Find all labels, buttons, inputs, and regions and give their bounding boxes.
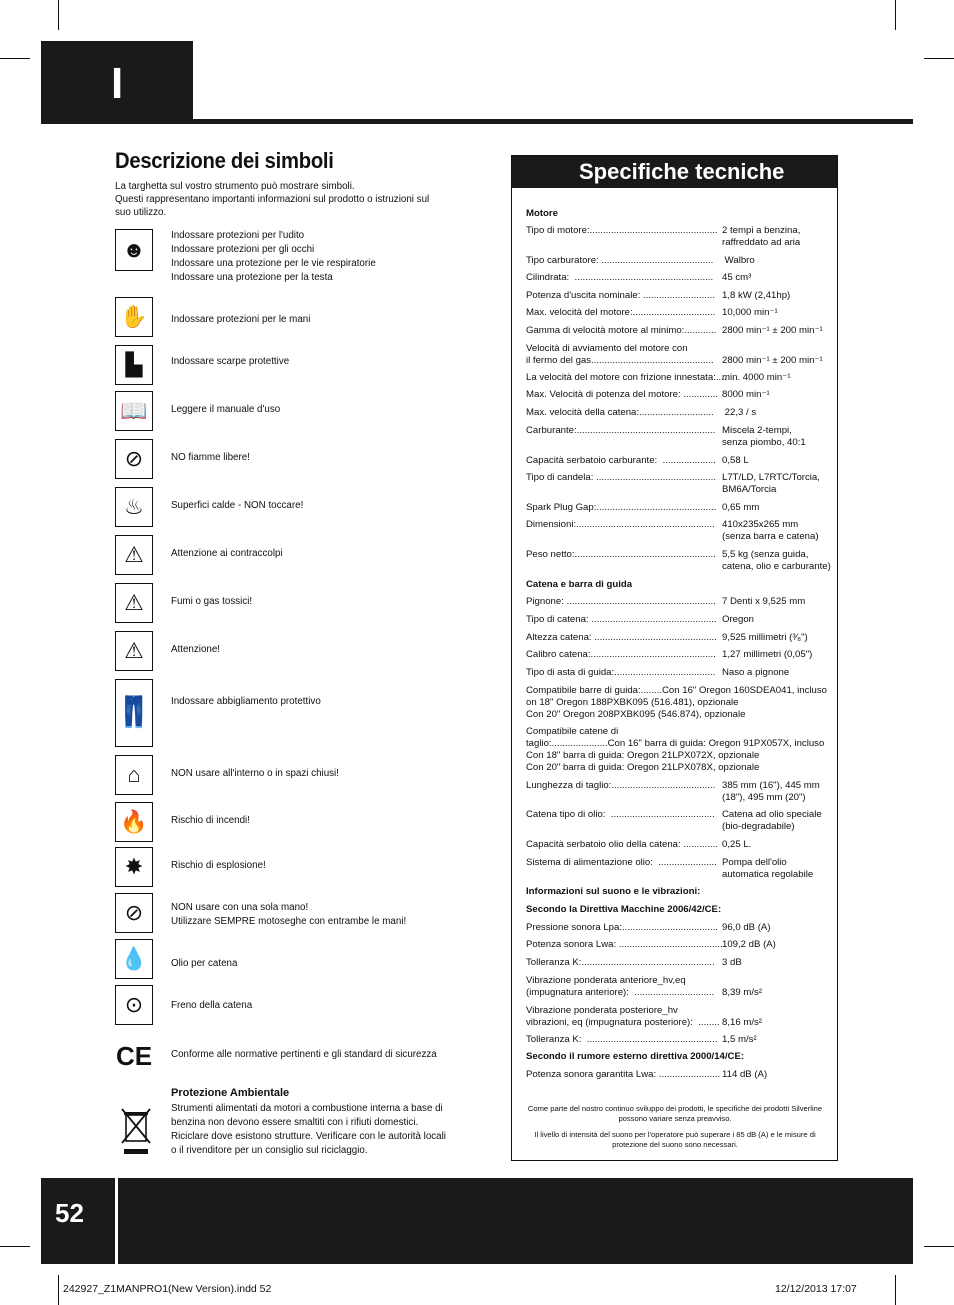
spec-row (526, 307, 838, 319)
page-number-divider (115, 1178, 118, 1264)
spec-row (526, 667, 838, 679)
crop-mark (58, 0, 59, 30)
symbol-text: Indossare protezioni per l'udito Indossare protezioni per gli occhi Indossare una protezione per le vie respiratorie Indossare una protezione per la testa (171, 230, 376, 283)
symbol-text: NO fiamme libere! (171, 452, 250, 463)
page-number-box (41, 1178, 115, 1264)
warning-icon: ⚠ (115, 631, 153, 671)
crop-mark (0, 58, 30, 59)
specs-section-heading: Motore (526, 208, 558, 219)
symbol-text: NON usare all'interno o in spazi chiusi! (171, 768, 339, 779)
spec-value: 1,8 kW (2,41hp) (722, 290, 791, 301)
spec-row (526, 290, 838, 302)
spec-label: Tipo carburatore: .......................................... (526, 255, 714, 266)
section-tab (41, 41, 193, 123)
protective-clothing-icon: 👖 (115, 679, 153, 747)
crop-mark (58, 1275, 59, 1305)
spec-row (526, 502, 838, 514)
spec-label: Tipo di catena: ............................................... (526, 614, 717, 625)
spec-label: Gamma di velocità motore al minimo:............ (526, 325, 717, 336)
spec-row (526, 225, 838, 248)
spec-value: 109,2 dB (A) (722, 939, 776, 950)
spec-row (526, 343, 838, 367)
spec-label: Velocità di avviamento del motore con il fermo del gas.............................................. (526, 343, 714, 366)
spec-value: 5,5 kg (senza guida, catena, olio e carburante) (722, 549, 831, 572)
symbols-intro: La targhetta sul vostro strumento può mostrare simboli. Questi rappresentano importanti informazioni sul prodotto o istruzioni sul suo utilizzo. (115, 181, 430, 218)
spec-value: 22,3 / s (722, 407, 757, 418)
spec-row (526, 425, 838, 448)
spec-row (526, 614, 838, 626)
specs-section-heading: Secondo la Direttiva Macchine 2006/42/CE: (526, 904, 722, 915)
spec-label: Potenza d'uscita nominale: ........................... (526, 290, 715, 301)
chain-oil-icon: 💧 (115, 939, 153, 979)
boots-icon: ▙ (115, 345, 153, 385)
environment-title: Protezione Ambientale (171, 1087, 290, 1099)
specs-panel (511, 155, 838, 1161)
spec-row (526, 596, 838, 608)
spec-value: Pompa dell'olio automatica regolabile (722, 857, 814, 880)
spec-compat-block: Compatibile catene di taglio:.....................Con 16" barra di guida: Oregon 91PX057X, incluso Con 18" barra di guida: Oregon 21LPX072X, opzionale Con 20" barra di guida: Oregon 21LPX078X, opzionale (526, 726, 825, 773)
spec-label: Catena tipo di olio: ....................................... (526, 809, 715, 820)
spec-value: 9,525 millimetri (³⁄₈") (722, 632, 808, 643)
symbol-text: Indossare protezioni per le mani (171, 314, 311, 325)
spec-row (526, 1069, 838, 1081)
spec-label: Tipo di candela: ............................................. (526, 472, 716, 483)
spec-row (526, 1034, 838, 1046)
footer-date: 12/12/2013 17:07 (775, 1283, 857, 1295)
spec-value: Walbro (722, 255, 755, 266)
no-flames-icon: ⊘ (115, 439, 153, 479)
spec-row (526, 857, 838, 880)
spec-label: Pressione sonora Lpa:.................................... (526, 922, 718, 933)
read-manual-icon: 📖 (115, 391, 153, 431)
symbol-text: Leggere il manuale d'uso (171, 404, 281, 415)
spec-value: 7 Denti x 9,525 mm (722, 596, 806, 607)
spec-value: Naso a pignone (722, 667, 790, 678)
spec-label: Calibro catena:............................................... (526, 649, 716, 660)
spec-compat-block: Compatibile barre di guida:........Con 16" Oregon 160SDEA041, incluso on 18" Oregon 188PXBK095 (516.481), opzionale Con 20" Oregon 208PXBK095 (546.874), opzionale (526, 685, 827, 720)
spec-row (526, 549, 838, 572)
specs-section-heading: Catena e barra di guida (526, 579, 633, 590)
symbols-title: Descrizione dei simboli (115, 148, 334, 173)
no-one-hand-icon: ⊘ (115, 893, 153, 933)
spec-row (526, 372, 838, 384)
spec-label: Max. velocità della catena:............................ (526, 407, 714, 418)
noise-warning-text: Il livello di intensità del suono per l'operatore può superare i 85 dB (A) e le misure di protezione del suono sono necessari. (534, 1130, 816, 1149)
spec-value: 8,16 m/s² (722, 1017, 762, 1028)
ce-mark-icon: CE (115, 1036, 153, 1076)
top-rule (41, 119, 913, 124)
spec-value: min. 4000 min⁻¹ (722, 372, 791, 383)
spec-row (526, 519, 838, 542)
spec-label: Tolleranza K:.................................................. (526, 957, 715, 968)
spec-value: 2 tempi a benzina, raffreddato ad aria (722, 225, 801, 248)
spec-label: Tipo di motore:................................................ (526, 225, 718, 236)
section-letter: I (111, 59, 124, 108)
specs-section-heading: Informazioni sul suono e le vibrazioni: (526, 886, 701, 897)
spec-value: Miscela 2-tempi, senza piombo, 40:1 (722, 425, 806, 448)
spec-label: Capacità serbatoio olio della catena: ............. (526, 839, 718, 850)
spec-row (526, 839, 838, 851)
spec-value: 10,000 min⁻¹ (722, 307, 778, 318)
kickback-warning-icon: ⚠ (115, 535, 153, 575)
spec-label: Lunghezza di taglio:....................................... (526, 780, 716, 791)
spec-value: 410x235x265 mm (senza barra e catena) (722, 519, 819, 542)
spec-label: Tolleranza K: ................................................. (526, 1034, 718, 1045)
bottom-bar (41, 1178, 913, 1264)
explosion-risk-icon: ✸ (115, 847, 153, 887)
crop-mark (924, 58, 954, 59)
spec-value: 1,5 m/s² (722, 1034, 757, 1045)
spec-label: Peso netto:..................................................... (526, 549, 716, 560)
toxic-fumes-icon: ⚠ (115, 583, 153, 623)
symbol-text: Fumi o gas tossici! (171, 596, 253, 607)
spec-value: 8000 min⁻¹ (722, 389, 770, 400)
spec-label: Vibrazione ponderata anteriore_hv,eq (impugnatura anteriore): .............................. (526, 975, 715, 998)
spec-row (526, 922, 838, 934)
spec-value: Catena ad olio speciale (bio-degradabile) (722, 809, 822, 832)
spec-label: Vibrazione ponderata posteriore_hv vibrazioni, eq (impugnatura posteriore): ........ (526, 1005, 720, 1028)
symbol-text: Olio per catena (171, 958, 238, 969)
page-number: 52 (55, 1198, 84, 1228)
spec-row (526, 455, 838, 467)
hot-surface-icon: ♨ (115, 487, 153, 527)
symbol-text: Attenzione! (171, 644, 221, 655)
symbol-text: Rischio di esplosione! (171, 860, 266, 871)
spec-row (526, 975, 838, 999)
spec-label: Sistema di alimentazione olio: ...................... (526, 857, 717, 868)
spec-row (526, 389, 838, 401)
spec-value: 45 cm³ (722, 272, 752, 283)
spec-row (526, 649, 838, 661)
spec-label: Carburante:.................................................... (526, 425, 716, 436)
spec-label: Pignone: ........................................................ (526, 596, 716, 607)
crop-mark (0, 1246, 30, 1247)
spec-value: L7T/LD, L7RTC/Torcia, BM6A/Torcia (722, 472, 820, 495)
spec-value: 0,58 L (722, 455, 749, 466)
spec-row (526, 780, 838, 803)
symbol-text: Indossare scarpe protettive (171, 356, 290, 367)
footer-file: 242927_Z1MANPRO1(New Version).indd 52 (63, 1283, 272, 1295)
spec-value: 0,25 L. (722, 839, 752, 850)
spec-value: 3 dB (722, 957, 742, 968)
spec-row (526, 325, 838, 337)
spec-row (526, 957, 838, 969)
chain-brake-icon: ⊙ (115, 985, 153, 1025)
spec-row (526, 255, 838, 267)
spec-row (526, 472, 838, 495)
spec-value: Oregon (722, 614, 754, 625)
spec-label: Potenza sonora Lwa: ....................................... (526, 939, 723, 950)
gloves-icon: ✋ (115, 297, 153, 337)
spec-row (526, 272, 838, 284)
spec-value: 385 mm (16"), 445 mm (18"), 495 mm (20") (722, 780, 820, 803)
spec-row (526, 632, 838, 644)
spec-value: 0,65 mm (722, 502, 760, 513)
specs-title: Specifiche tecniche (579, 159, 785, 184)
crop-mark (895, 0, 896, 30)
symbol-text: Conforme alle normative pertinenti e gli standard di sicurezza (171, 1049, 437, 1060)
spec-row (526, 939, 838, 951)
weee-bin-icon (118, 1105, 154, 1157)
spec-label: Dimensioni:.................................................... (526, 519, 715, 530)
spec-label: Cilindrata: .................................................... (526, 272, 714, 283)
spec-value: 2800 min⁻¹ ± 200 min⁻¹ (722, 355, 823, 366)
spec-value: 1,27 millimetri (0,05") (722, 649, 813, 660)
spec-label: La velocità del motore con frizione innestata:.... (526, 372, 727, 383)
symbol-text: Freno della catena (171, 1000, 253, 1011)
spec-label: Tipo di asta di guida:...................................... (526, 667, 716, 678)
specs-header (512, 156, 837, 188)
spec-value: 114 dB (A) (722, 1069, 768, 1080)
symbol-text: NON usare con una sola mano! Utilizzare SEMPRE motoseghe con entrambe le mani! (171, 902, 407, 927)
specs-section-heading: Secondo il rumore esterno direttiva 2000/14/CE: (526, 1051, 745, 1062)
spec-label: Spark Plug Gap:............................................. (526, 502, 717, 513)
spec-row (526, 809, 838, 832)
spec-label: Capacità serbatoio carburante: .................... (526, 455, 716, 466)
spec-value: 96,0 dB (A) (722, 922, 771, 933)
fire-risk-icon: 🔥 (115, 802, 153, 842)
crop-mark (924, 1246, 954, 1247)
spec-label: Potenza sonora garantita Lwa: ....................... (526, 1069, 721, 1080)
spec-row (526, 1005, 838, 1029)
spec-value: 8,39 m/s² (722, 987, 762, 998)
spec-value: 2800 min⁻¹ ± 200 min⁻¹ (722, 325, 823, 336)
no-indoor-use-icon: ⌂ (115, 755, 153, 795)
crop-mark (895, 1275, 896, 1305)
symbol-text: Superfici calde - NON toccare! (171, 500, 304, 511)
symbol-text: Rischio di incendi! (171, 815, 250, 826)
spec-label: Max. velocità del motore:............................... (526, 307, 716, 318)
environment-text: Strumenti alimentati da motori a combustione interna a base di benzina non devono essere smaltiti con i rifiuti domestici. Riciclare dove esistono strutture. Verificare con le autorità locali o il rivenditore per un consiglio sul riciclaggio. (171, 1103, 446, 1156)
disclaimer-text: Come parte del nostro continuo sviluppo dei prodotti, le specifiche dei prodotti Silverline possono variare senza preavviso. (527, 1104, 823, 1123)
symbol-text: Attenzione ai contraccolpi (171, 548, 283, 559)
spec-label: Altezza catena: .............................................. (526, 632, 717, 643)
helmet-ear-eye-mask-icon: ☻ (115, 229, 153, 271)
spec-label: Max. Velocità di potenza del motore: ............. (526, 389, 718, 400)
spec-row (526, 407, 838, 419)
symbol-text: Indossare abbigliamento protettivo (171, 696, 321, 707)
